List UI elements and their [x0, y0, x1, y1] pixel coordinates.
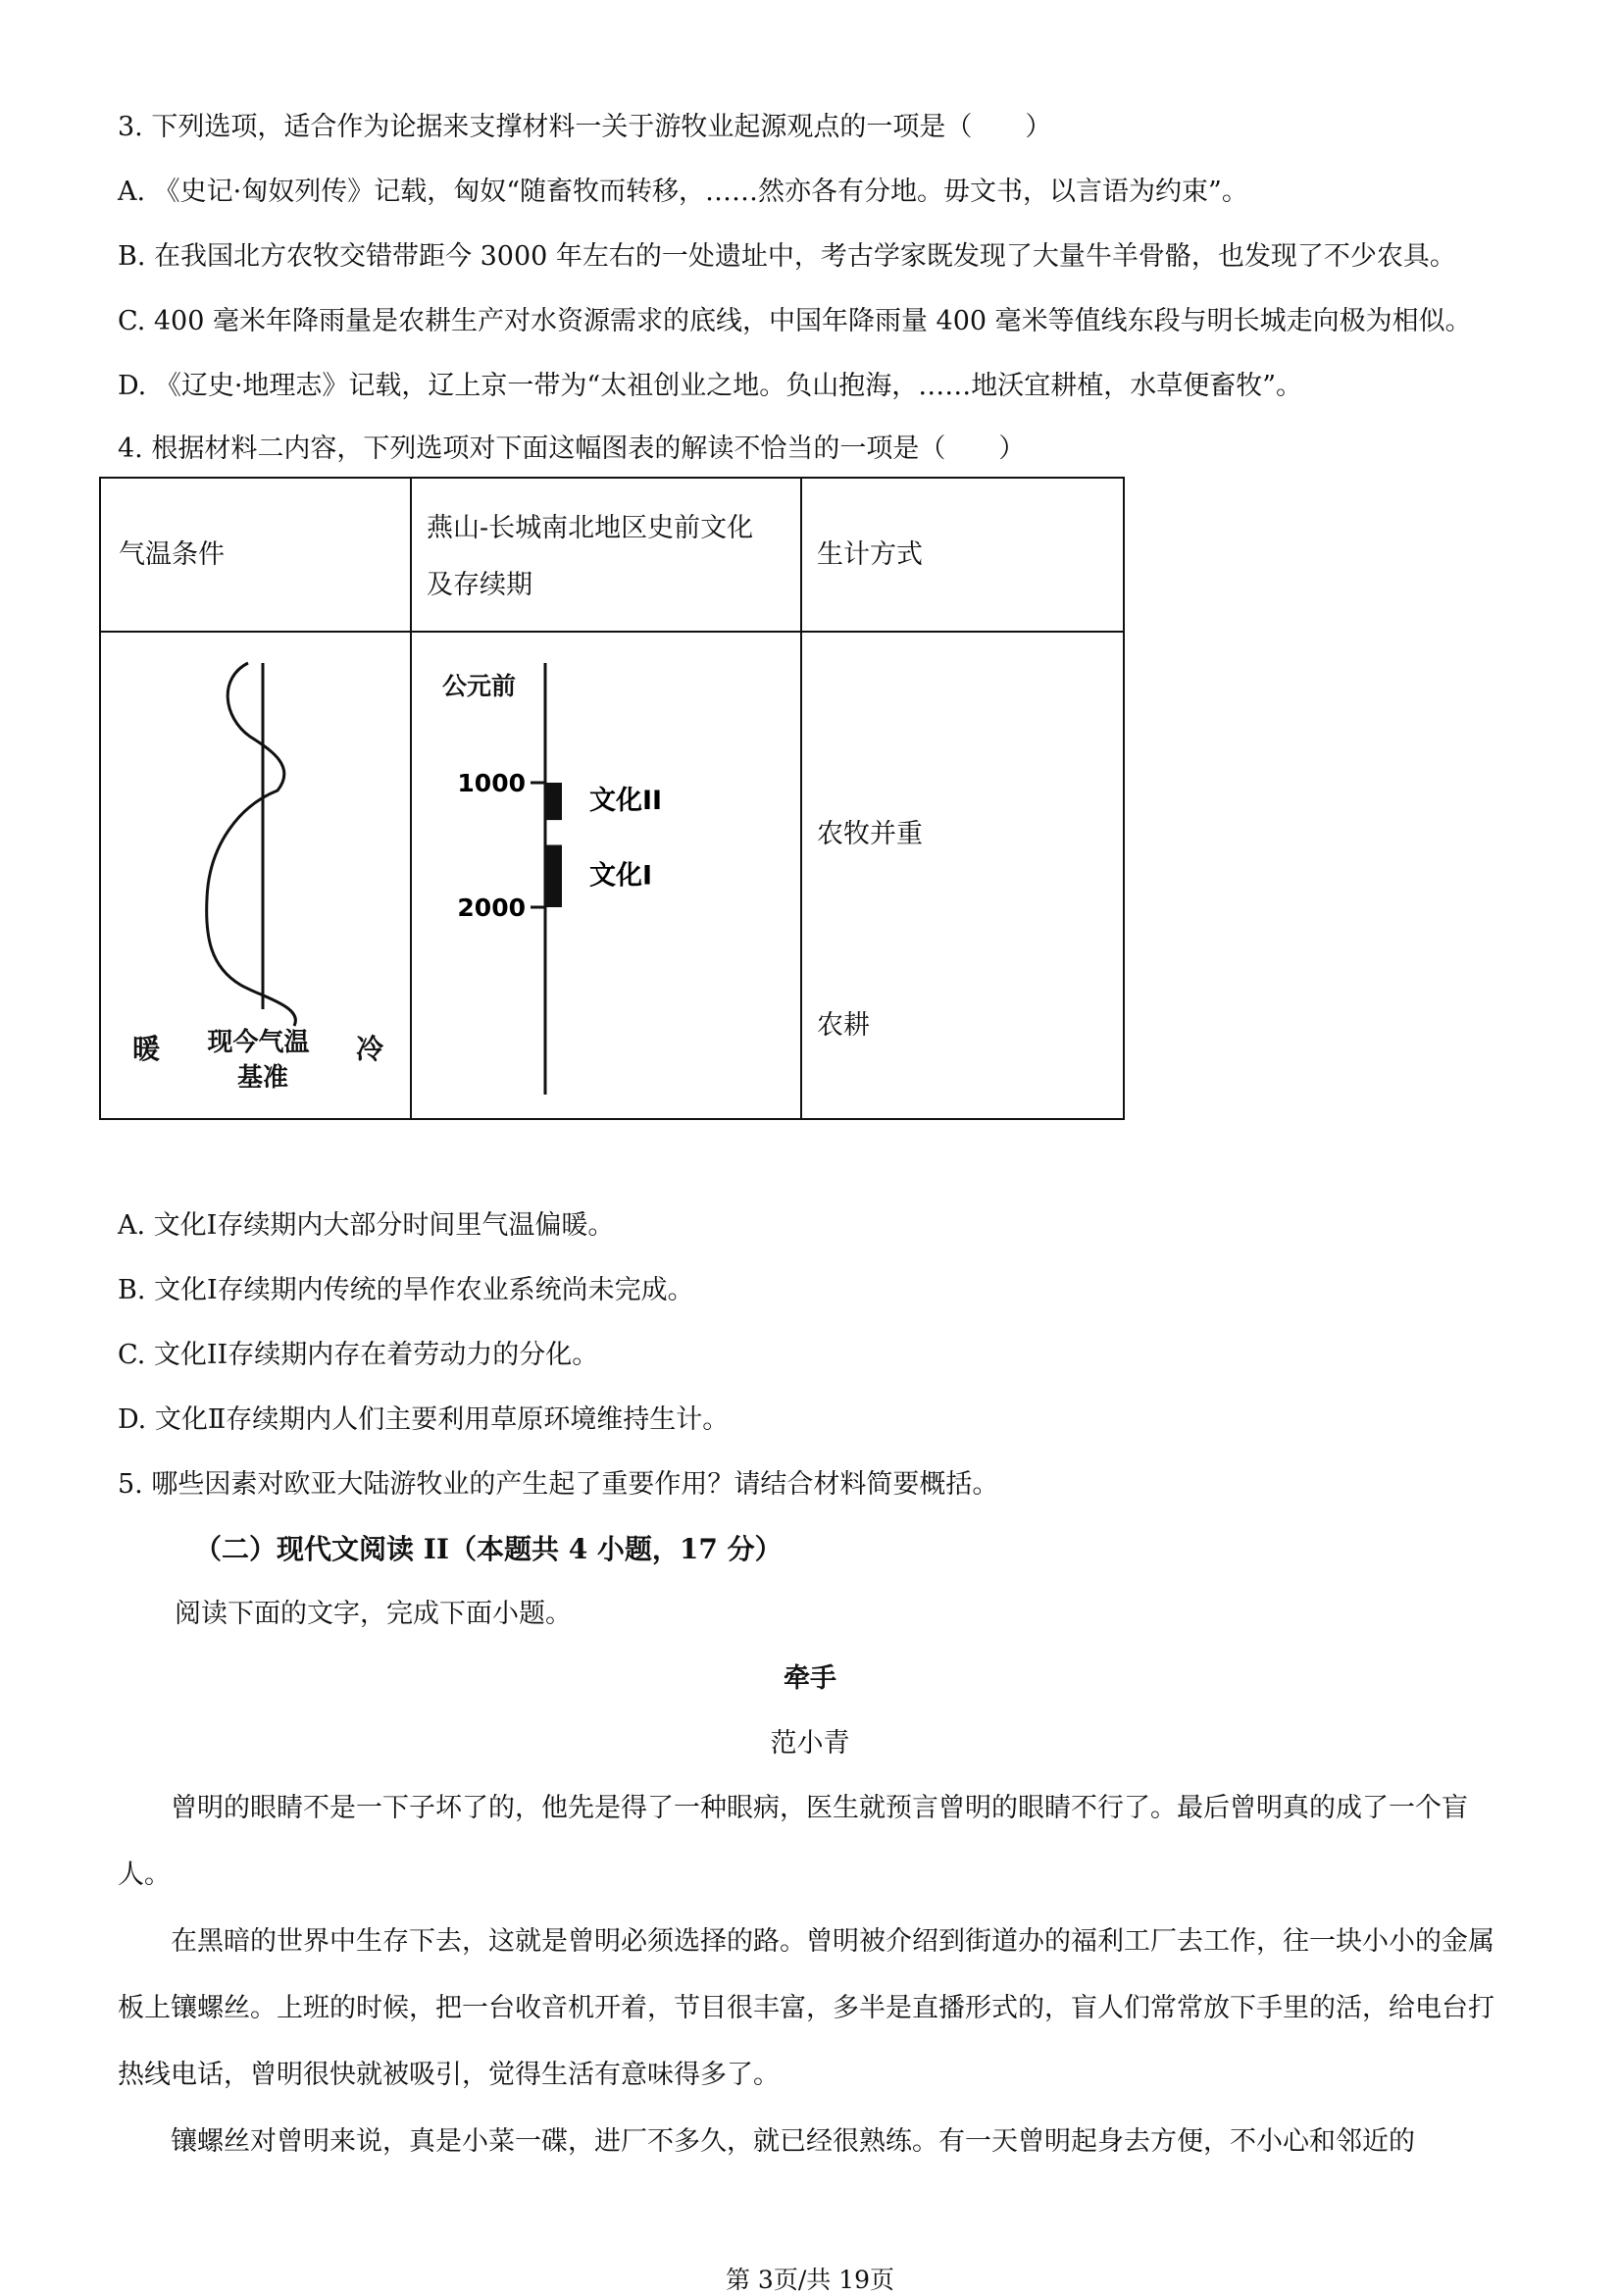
- baseline-label-line2: 基准: [236, 1063, 289, 1093]
- q3-option-c: C. 400 毫米年降雨量是农耕生产对水资源需求的底线，中国年降雨量 400 毫米等值线东段与明长城走向极为相似。: [118, 306, 1472, 336]
- livelihood-farming: 农耕: [817, 1010, 870, 1041]
- section-heading: （二）现代文阅读 II（本题共 4 小题，17 分）: [194, 1533, 783, 1565]
- culture-label: 文化I: [589, 860, 653, 892]
- temperature-chart: [103, 634, 408, 1119]
- timeline-axis-title: 公元前: [442, 672, 517, 700]
- q4-option-b: B. 文化Ⅰ存续期内传统的旱作农业系统尚未完成。: [118, 1275, 694, 1305]
- culture-timeline: [413, 634, 799, 1119]
- q4-table: [99, 477, 1125, 1120]
- timeline-tick-label: 2000: [457, 893, 526, 922]
- q3-stem: 3. 下列选项，适合作为论据来支撑材料一关于游牧业起源观点的一项是（ ）: [118, 112, 1052, 142]
- story-paragraph: 在黑暗的世界中生存下去，这就是曾明必须选择的路。曾明被介绍到街道办的福利工厂去工作，往一块小小的金属板上镶螺丝。上班的时候，把一台收音机开着，节目很丰富，多半是直播形式的，盲人们常常放下手里的活，给电台打热线电话，曾明很快就被吸引，觉得生活有意味得多了。: [118, 1926, 1494, 2090]
- temperature-baseline-label: [207, 1027, 318, 1093]
- story-paragraph: 镶螺丝对曾明来说，真是小菜一碟，进厂不多久，就已经很熟练。有一天曾明起身去方便，不小心和邻近的: [171, 2126, 1415, 2157]
- timeline-tick-label: 1000: [457, 769, 526, 797]
- q3-option-a: A. 《史记·匈奴列传》记载，匈奴“随畜牧而转移，……然亦各有分地。毋文书，以言语为约束”。: [118, 177, 1248, 207]
- story-author: 范小青: [770, 1728, 850, 1759]
- q3-option-d: D. 《辽史·地理志》记载，辽上京一带为“太祖创业之地。负山抱海，……地沃宜耕植，水草便畜牧”。: [118, 371, 1303, 401]
- culture-label: 文化II: [589, 786, 663, 817]
- q4-option-d: D. 文化Ⅱ存续期内人们主要利用草原环境维持生计。: [118, 1404, 730, 1435]
- story-paragraph: 曾明的眼睛不是一下子坏了的，他先是得了一种眼病，医生就预言曾明的眼睛不行了。最后曾明真的成了一个盲人。: [118, 1793, 1468, 1890]
- section-instruction: 阅读下面的文字，完成下面小题。: [175, 1599, 572, 1629]
- header-livelihood: 生计方式: [817, 539, 923, 570]
- baseline-label-line1: 现今气温: [207, 1028, 310, 1057]
- temperature-curve: [207, 663, 296, 1026]
- q4-option-a: A. 文化Ⅰ存续期内大部分时间里气温偏暖。: [118, 1210, 615, 1241]
- livelihood-agro-pastoral: 农牧并重: [817, 819, 923, 849]
- temperature-cold-label: 冷: [356, 1033, 384, 1065]
- q3-option-b: B. 在我国北方农牧交错带距今 3000 年左右的一处遗址中，考古学家既发现了大量牛羊骨骼，也发现了不少农具。: [118, 241, 1456, 272]
- header-culture: 燕山-长城南北地区史前文化及存续期: [427, 513, 754, 600]
- page-number: 第 3页/共 19页: [725, 2266, 895, 2294]
- header-temperature: 气温条件: [119, 539, 225, 570]
- story-title: 牵手: [784, 1663, 836, 1694]
- q4-stem: 4. 根据材料二内容，下列选项对下面这幅图表的解读不恰当的一项是（ ）: [118, 434, 1026, 464]
- culture-period-bar: [545, 783, 562, 820]
- q5-stem: 5. 哪些因素对欧亚大陆游牧业的产生起了重要作用？请结合材料简要概括。: [118, 1469, 999, 1500]
- culture-period-bar: [545, 845, 562, 908]
- temperature-warm-label: 暖: [132, 1033, 161, 1065]
- q4-option-c: C. 文化ΙΙ存续期内存在着劳动力的分化。: [118, 1340, 599, 1370]
